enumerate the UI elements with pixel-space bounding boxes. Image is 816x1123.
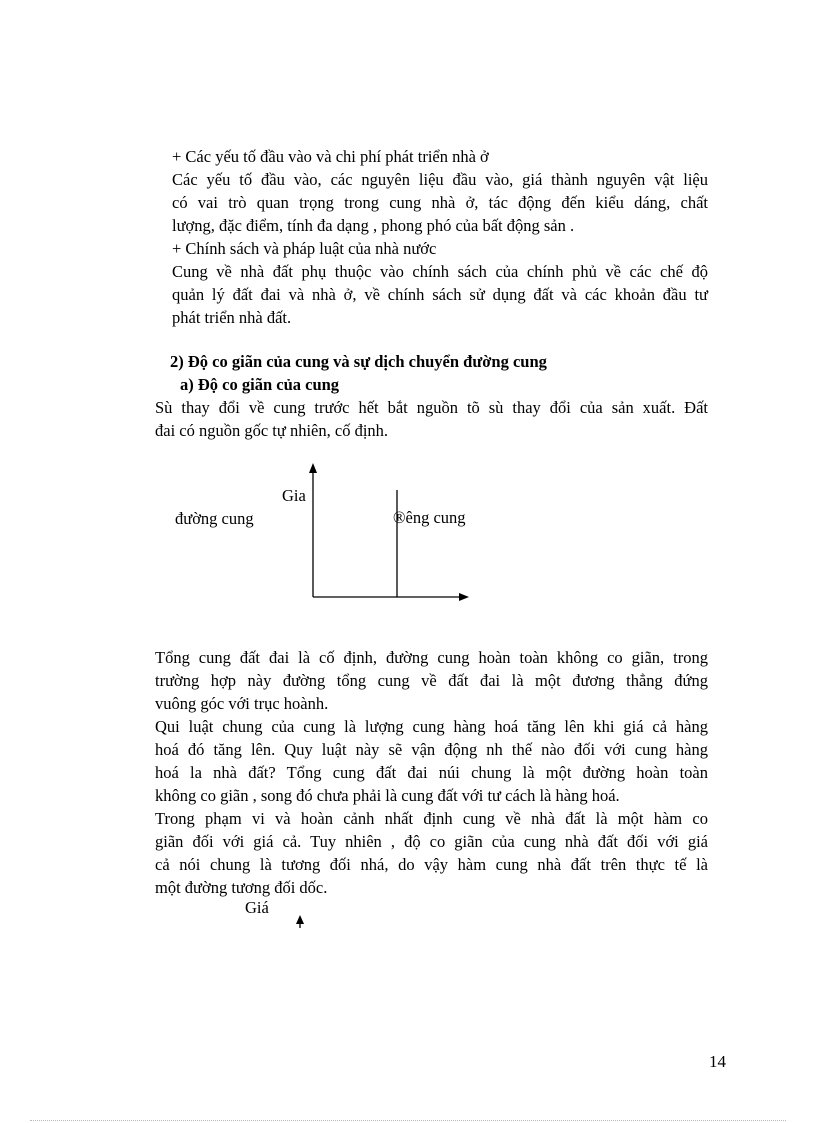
heading-inputs: + Các yếu tố đầu vào và chi phí phát triển nhà ở: [172, 147, 489, 166]
text-line: hoá la nhà đất? Tổng cung đất đai núi chung là một đường hoàn toàn: [155, 763, 708, 782]
figure1-y-label: Gia: [282, 486, 306, 505]
text-line: vuông góc với trục hoành.: [155, 694, 329, 713]
text-line: cả nói chung là tương đối nhá, do vậy hàm cung nhà đất trên thực tế là: [155, 855, 708, 874]
text-line: Qui luật chung của cung là lượng cung hàng hoá tăng lên khi giá cả hàng: [155, 717, 708, 736]
page-number: 14: [709, 1052, 726, 1071]
text-line: phát triển nhà đất.: [172, 308, 292, 327]
figure2-y-label: Giá: [245, 898, 269, 917]
text-line: trường hợp này đường tổng cung về đất đai là một đương thẳng đứng: [155, 671, 708, 690]
heading-policy: + Chính sách và pháp luật của nhà nước: [172, 239, 437, 258]
text-line: Tổng cung đất đai là cố định, đường cung hoàn toàn không co giãn, trong: [155, 648, 708, 667]
text-line: Các yếu tố đầu vào, các nguyên liệu đầu vào, giá thành nguyên vật liệu: [172, 170, 708, 189]
text-line: lượng, đặc điểm, tính đa dạng , phong phó của bất động sản .: [172, 216, 575, 235]
figure1-left-label: đường cung: [175, 509, 254, 528]
text-line: Sù thay đổi về cung trước hết bắt nguồn tõ sù thay đổi của sản xuất. Đất: [155, 398, 708, 417]
page-bottom-divider: [30, 1120, 786, 1121]
text-line: Trong phạm vi và hoàn cảnh nhất định cung về nhà đất là một hàm co: [155, 809, 708, 828]
text-line: Cung về nhà đất phụ thuộc vào chính sách của chính phủ về các chế độ: [172, 262, 708, 281]
figure1-curve-label: ®êng cung: [393, 508, 466, 527]
figure2-y-axis-arrowhead: [296, 915, 304, 924]
text-line: giãn đối với giá cả. Tuy nhiên , độ co giãn của cung nhà đất đối với giá: [155, 832, 708, 851]
section-heading: 2) Độ co giãn của cung và sự dịch chuyển đường cung: [170, 352, 547, 371]
text-line: không co giãn , song đó chưa phải là cung đất với tư cách là hàng hoá.: [155, 786, 620, 805]
section-subheading: a) Độ co giãn của cung: [180, 375, 340, 394]
text-line: đai có nguồn gốc tự nhiên, cố định.: [155, 421, 389, 440]
text-line: một đường tương đối dốc.: [155, 878, 328, 897]
text-line: có vai trò quan trọng trong cung nhà ở, tác động đến kiểu dáng, chất: [172, 193, 708, 212]
text-line: hoá đó tăng lên. Quy luật này sẽ vận động nh thế nào đối với cung hàng: [155, 740, 708, 759]
text-line: quản lý đất đai và nhà ở, về chính sách sử dụng đất và các khoản đầu tư: [172, 285, 708, 304]
